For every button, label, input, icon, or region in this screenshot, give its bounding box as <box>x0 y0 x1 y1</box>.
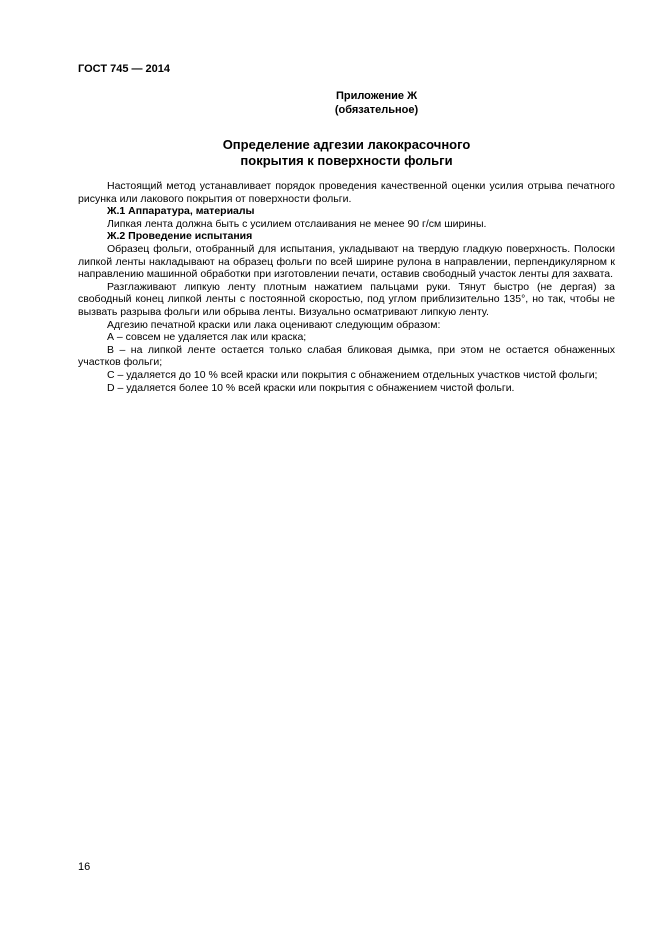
appendix-status: (обязательное) <box>334 104 419 116</box>
procedure-paragraph-3: Адгезию печатной краски или лака оценивают следующим образом: <box>107 318 441 331</box>
intro-paragraph: Настоящий метод устанавливает порядок проведения качественной оценки усилия отрыва печатного рисунка или лакового покрытия от поверхности фольги. <box>78 180 615 205</box>
procedure-paragraph-1: Образец фольги, отобранный для испытания, укладывают на твердую гладкую поверхность. Полоски липкой ленты накладывают на образец фольги по всей ширине рулона в направлении, перпендикулярном к направлению машинной обработки при изготовлении печати, оставив свободный участок ленты для захвата. <box>78 242 615 281</box>
grade-a-item: А – совсем не удаляется лак или краска; <box>107 331 307 344</box>
appendix-heading <box>78 89 615 117</box>
procedure-paragraph-2: Разглаживают липкую ленту плотным нажатием пальцами руки. Тянут быстро (не дергая) за свободный конец липкой ленты с постоянной скоростью, под углом приблизительно 135°, но так, чтобы не вызвать разрыва фольги или обрыва ленты. Визуально осматривают липкую ленту. <box>78 280 615 318</box>
document-header: ГОСТ 745 — 2014 <box>78 63 171 75</box>
title-line-2: покрытия к поверхности фольги <box>240 153 453 168</box>
appendix-body <box>78 180 615 394</box>
appendix-label: Приложение Ж <box>335 90 418 102</box>
section-1-paragraph: Липкая лента должна быть с усилием отслаивания не менее 90 г/см ширины. <box>107 217 487 230</box>
page-number: 16 <box>78 861 91 873</box>
grade-b-item: В – на липкой ленте остается только слабая бликовая дымка, при этом не остается обнаженных участков фольги; <box>78 343 615 369</box>
grade-d-item: D – удаляется более 10 % всей краски или покрытия с обнажением чистой фольги. <box>107 381 515 394</box>
title-line-1: Определение адгезии лакокрасочного <box>222 137 471 152</box>
section-1-heading: Ж.1 Аппаратура, материалы <box>107 205 255 218</box>
section-2-heading: Ж.2 Проведение испытания <box>107 230 253 243</box>
grade-c-item: С – удаляется до 10 % всей краски или покрытия с обнажением отдельных участков чистой фольги; <box>107 368 598 381</box>
appendix-title <box>78 137 615 169</box>
